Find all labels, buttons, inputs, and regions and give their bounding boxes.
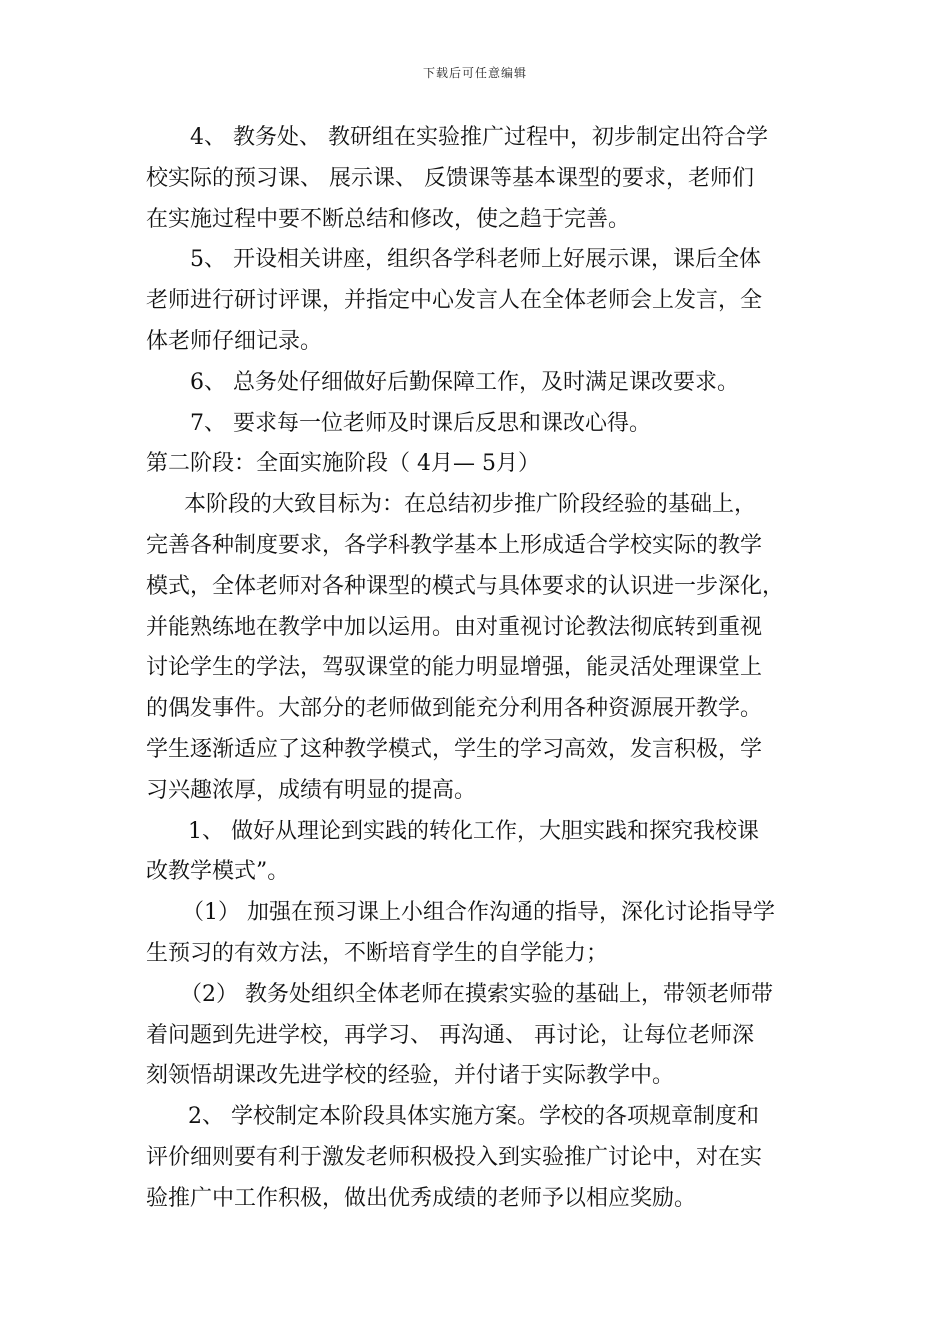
paragraph-line: 体老师仔细记录。 [146, 328, 323, 354]
paragraph-line: 验推广中工作积极，做出优秀成绩的老师予以相应奖励。 [146, 1185, 697, 1211]
paragraph-line: 6、 总务处仔细做好后勤保障工作，及时满足课改要求。 [190, 369, 739, 395]
paragraph-line: 生预习的有效方法，不断培育学生的自学能力； [146, 940, 609, 966]
paragraph-line: 7、 要求每一位老师及时课后反思和课改心得。 [190, 410, 651, 436]
page-header-note: 下载后可任意编辑 [422, 66, 527, 80]
paragraph-line: 校实际的预习课、 展示课、 反馈课等基本课型的要求，老师们 [146, 165, 754, 191]
paragraph-line: 并能熟练地在教学中加以运用。由对重视讨论教法彻底转到重视 [146, 614, 763, 640]
paragraph-line: 模式，全体老师对各种课型的模式与具体要求的认识进一步深化， [146, 573, 785, 599]
paragraph-line: （2） 教务处组织全体老师在摸索实验的基础上，带领老师带 [180, 981, 773, 1007]
paragraph-line: （1） 加强在预习课上小组合作沟通的指导，深化讨论指导学 [182, 900, 775, 926]
paragraph-line: 着问题到先进学校，再学习、 再沟通、 再讨论，让每位老师深 [146, 1022, 754, 1048]
paragraph-line: 老师进行研讨评课，并指定中心发言人在全体老师会上发言，全 [146, 288, 763, 314]
paragraph-line: 1、 做好从理论到实践的转化工作，大胆实践和探究我校课 [188, 818, 759, 844]
paragraph-line: 5、 开设相关讲座，组织各学科老师上好展示课，课后全体 [190, 247, 761, 273]
paragraph-line: 完善各种制度要求，各学科教学基本上形成适合学校实际的教学 [146, 532, 763, 558]
paragraph-line: 改教学模式”。 [146, 859, 290, 885]
paragraph-line: 习兴趣浓厚，成绩有明显的提高。 [146, 777, 477, 803]
paragraph-line: 在实施过程中要不断总结和修改，使之趋于完善。 [146, 206, 631, 232]
paragraph-line: 刻领悟胡课改先进学校的经验，并付诸于实际教学中。 [146, 1063, 675, 1089]
paragraph-line: 评价细则要有利于激发老师积极投入到实验推广讨论中，对在实 [146, 1144, 763, 1170]
document-body [146, 118, 808, 1220]
paragraph-line: 的偶发事件。大部分的老师做到能充分利用各种资源展开教学。 [146, 696, 763, 722]
paragraph-line: 2、 学校制定本阶段具体实施方案。学校的各项规章制度和 [188, 1104, 759, 1130]
paragraph-line: 本阶段的大致目标为：在总结初步推广阶段经验的基础上， [184, 492, 757, 518]
section-heading: 第二阶段：全面实施阶段（ 4月— 5月） [146, 451, 540, 477]
paragraph-line: 讨论学生的学法，驾驭课堂的能力明显增强，能灵活处理课堂上 [146, 655, 763, 681]
paragraph-line: 4、 教务处、 教研组在实验推广过程中，初步制定出符合学 [190, 125, 768, 150]
paragraph-line: 学生逐渐适应了这种教学模式，学生的学习高效，发言积极，学 [146, 736, 763, 762]
